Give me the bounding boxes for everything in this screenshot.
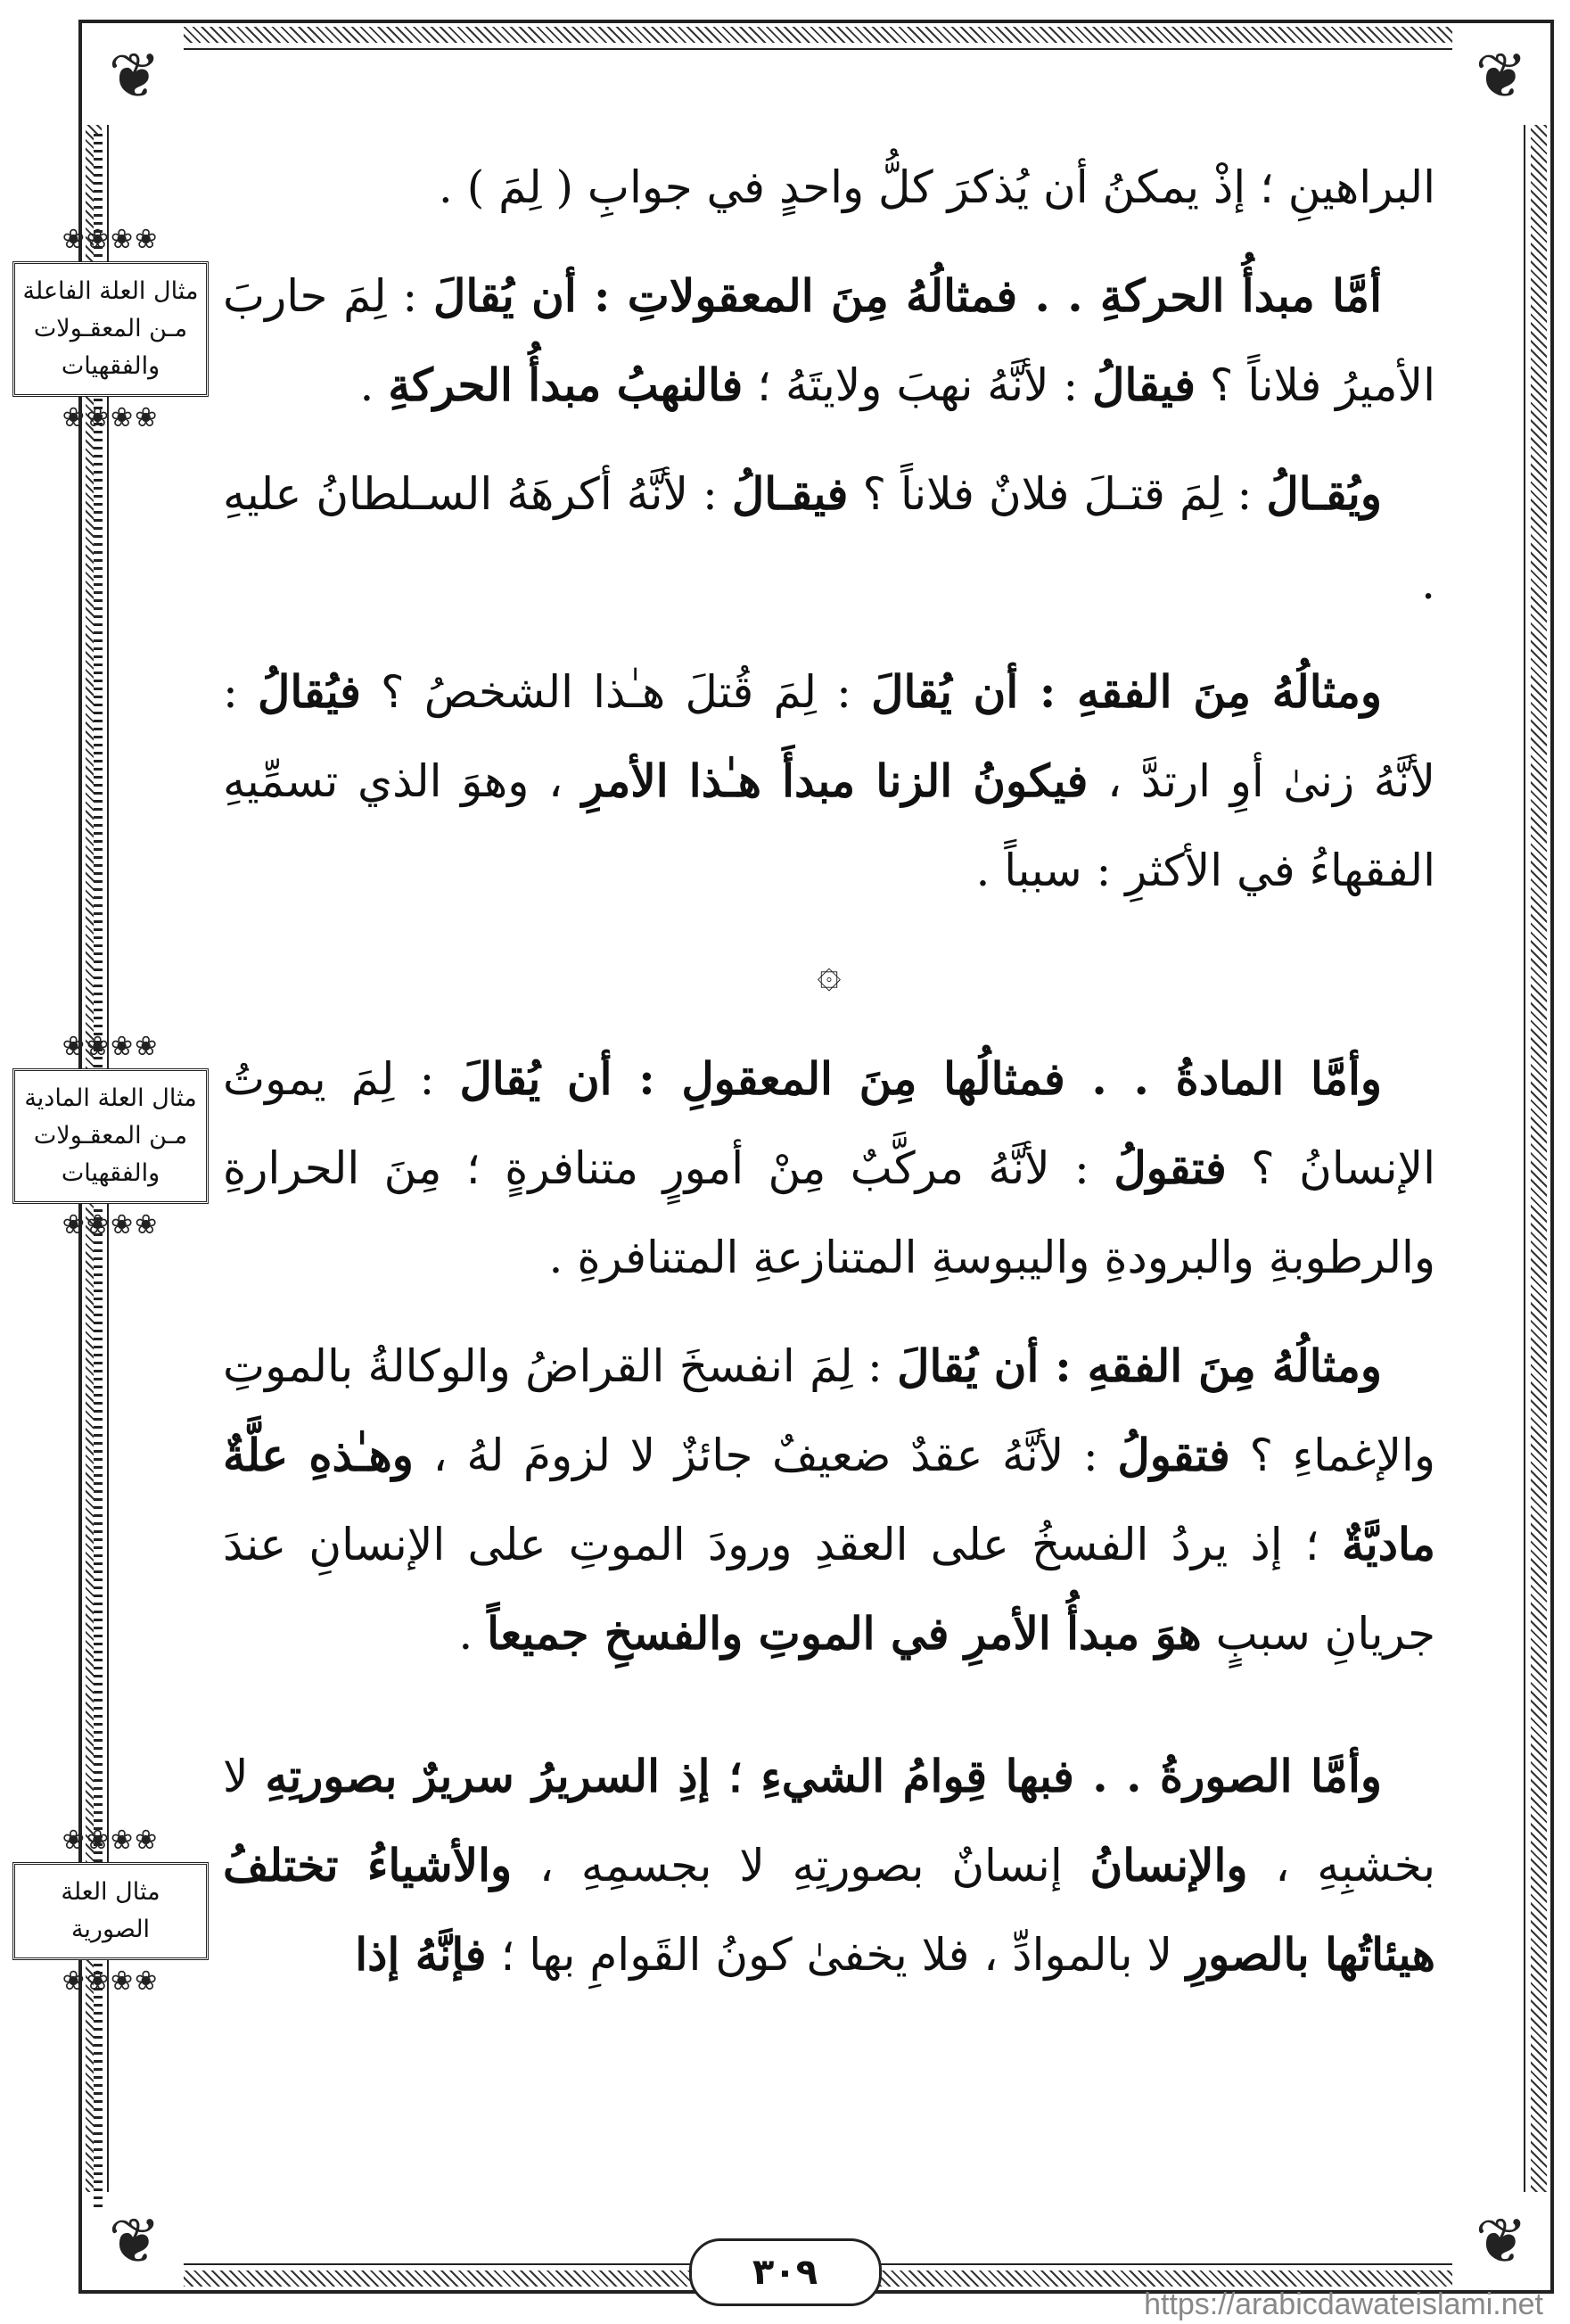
margin-ornament-icon: ❀❀❀❀	[62, 224, 160, 255]
paragraph	[223, 143, 1435, 232]
paragraph	[223, 1322, 1435, 1678]
text-segment: : لِمَ يموتُ الإنسانُ ؟	[223, 1053, 1435, 1194]
text-segment: ، وهوَ الذي تسمِّيهِ الفقهاءُ في الأكثرِ : سبباً .	[223, 755, 1435, 896]
bold-text-segment: فيقالُ	[1092, 358, 1196, 411]
text-segment: : لأنَّهُ نهبَ ولايتَهُ ؛	[743, 359, 1093, 411]
corner-ornament-icon: ❦	[86, 27, 184, 125]
margin-ornament-icon: ❀❀❀❀	[62, 402, 160, 433]
body-text	[223, 143, 1435, 2019]
bold-text-segment: هوَ مبدأُ الأمرِ في الموتِ والفسخِ جميعاً	[487, 1607, 1202, 1660]
text-segment: البراهينِ ؛ إذْ يمكنُ أن يُذكرَ كلُّ واحدٍ في جوابِ ( لِمَ ) .	[438, 161, 1435, 213]
bold-text-segment: ومثالُهُ مِنَ الفقهِ : أن يُقالَ	[897, 1339, 1382, 1392]
section-separator-icon: ۞	[817, 948, 842, 996]
paragraph	[223, 1034, 1435, 1302]
margin-ornament-icon: ❀❀❀❀	[62, 1966, 160, 1997]
text-segment: : لأنَّهُ مركَّبٌ مِنْ أمورٍ متنافرةٍ ؛ مِنَ الحرارةِ والرطوبةِ والبرودةِ واليبوسةِ المتنازعةِ المتنافرةِ .	[223, 1142, 1435, 1283]
text-segment: : لِمَ قتـلَ فلانٌ فلاناً ؟	[848, 468, 1267, 520]
margin-note-box	[12, 1068, 209, 1204]
bold-text-segment: فيكونُ الزنا مبدأَ هـٰذا الأمرِ	[581, 754, 1089, 807]
bold-text-segment: وأمَّا المادةُ . . فمثالُها مِنَ المعقولِ : أن يُقالَ	[459, 1052, 1382, 1105]
margin-note-line: مثال العلة الفاعلة	[22, 277, 199, 305]
margin-ornament-icon: ❀❀❀❀	[62, 1031, 160, 1062]
paragraph	[223, 251, 1435, 430]
bold-text-segment: والأشياءُ تختلفُ هيئاتُها بالصورِ	[223, 1839, 1435, 1981]
bold-text-segment: ومثالُهُ مِنَ الفقهِ : أن يُقالَ	[871, 665, 1383, 718]
margin-note-line: والفقهيات	[61, 1159, 160, 1187]
bold-text-segment: وأمَّا الصورةُ . . فبها قِوامُ الشيءِ ؛ إذِ السريرُ سريرٌ بصورتِهِ	[265, 1750, 1382, 1802]
bold-text-segment: وهـٰذهِ علَّةٌ ماديَّةٌ	[223, 1429, 1435, 1570]
bold-text-segment: فتقولُ	[1114, 1141, 1227, 1194]
text-segment: .	[359, 359, 389, 411]
margin-note-sura	[12, 1819, 209, 2003]
margin-note-box	[12, 261, 209, 397]
bold-text-segment: فإنَّهُ إذا	[355, 1928, 487, 1981]
paragraph	[223, 449, 1435, 628]
text-segment: : لأنَّهُ عقدٌ ضعيفٌ جائزٌ لا لزومَ لهُ ،	[413, 1430, 1118, 1481]
margin-note-line: مثال العلة المادية	[24, 1084, 197, 1112]
bold-text-segment: أمَّا مبدأُ الحركةِ . . فمثالُهُ مِنَ المعقولاتِ : أن يُقالَ	[433, 269, 1382, 322]
text-segment: : لِمَ انفسخَ القراضُ والوكالةُ بالموتِ والإغماءِ ؟	[223, 1340, 1435, 1481]
margin-note-line: والفقهيات	[61, 352, 160, 380]
text-segment: ؛ إذ يردُ الفسخُ على العقدِ ورودَ الموتِ على الإنسانِ عندَ جريانِ سببٍ	[223, 1519, 1435, 1660]
bold-text-segment: فيُقالُ	[258, 665, 361, 718]
corner-ornament-icon: ❦	[86, 2192, 184, 2290]
margin-ornament-icon: ❀❀❀❀	[62, 1825, 160, 1856]
margin-note-fail	[12, 218, 209, 440]
corner-ornament-icon: ❦	[1452, 2192, 1550, 2290]
text-segment: : لِمَ حاربَ الأميرُ فلاناً ؟	[223, 270, 1435, 411]
bold-text-segment: فتقولُ	[1117, 1429, 1230, 1481]
margin-note-line: مثال العلة الصورية	[61, 1878, 160, 1943]
paragraph	[223, 1732, 1435, 1999]
text-segment: لا بالموادِّ ، فلا يخفىٰ كونُ القَوامِ بها ؛	[486, 1929, 1187, 1981]
paragraph	[223, 647, 1435, 915]
text-segment: إنسانٌ بصورتِهِ لا بجسمِهِ ،	[512, 1840, 1090, 1891]
bold-text-segment: فيقـالُ	[731, 467, 849, 520]
margin-note-line: مـن المعقـولات	[33, 315, 188, 342]
bold-text-segment: ويُقـالُ	[1266, 467, 1382, 520]
bold-text-segment: فالنهبُ مبدأُ الحركةِ	[388, 358, 744, 411]
text-segment: : لأنَّهُ أكرهَهُ السـلطانُ عليهِ .	[223, 468, 1435, 609]
bold-text-segment: والإنسانُ	[1089, 1839, 1248, 1891]
watermark-url: https://arabicdawateislami.net	[1144, 2287, 1543, 2321]
margin-note-madda	[12, 1026, 209, 1247]
text-segment: .	[458, 1608, 488, 1660]
text-segment: : لِمَ قُتلَ هـٰذا الشخصُ ؟	[360, 666, 872, 718]
margin-note-box	[12, 1862, 209, 1960]
page-number: ٣٠٩	[689, 2238, 882, 2306]
text-segment: : لأنَّهُ زنىٰ أوِ ارتدَّ ،	[223, 666, 1435, 807]
margin-ornament-icon: ❀❀❀❀	[62, 1209, 160, 1240]
corner-ornament-icon: ❦	[1452, 27, 1550, 125]
margin-note-line: مـن المعقـولات	[33, 1122, 188, 1150]
text-segment: لا بخشبِهِ ،	[223, 1751, 1435, 1891]
